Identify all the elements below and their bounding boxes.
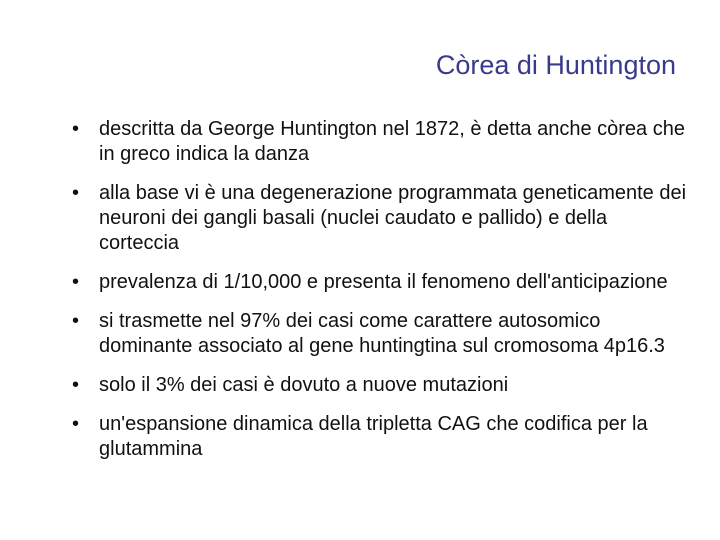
bullet-text: descritta da George Huntington nel 1872, è detta anche còrea che in greco indica la danza (99, 118, 685, 165)
bullet-item (72, 373, 692, 398)
bullet-text: prevalenza di 1/10,000 e presenta il fenomeno dell'anticipazione (99, 271, 668, 293)
bullet-text: solo il 3% dei casi è dovuto a nuove mutazioni (99, 374, 509, 396)
bullet-icon: • (72, 413, 80, 435)
bullet-text: un'espansione dinamica della tripletta CAG che codifica per la glutammina (99, 413, 648, 460)
bullet-icon: • (72, 271, 80, 293)
bullet-item (72, 181, 692, 256)
bullet-list (72, 117, 692, 476)
bullet-item (72, 117, 692, 167)
bullet-icon: • (72, 182, 80, 204)
bullet-item (72, 309, 692, 359)
bullet-icon: • (72, 374, 80, 396)
slide-title: Còrea di Huntington (435, 50, 676, 80)
bullet-text: alla base vi è una degenerazione programmata geneticamente dei neuroni dei gangli basali (nuclei caudato e pallido) e della corteccia (99, 182, 687, 254)
bullet-item (72, 270, 692, 295)
bullet-icon: • (72, 310, 80, 332)
bullet-item (72, 412, 692, 462)
bullet-text: si trasmette nel 97% dei casi come carattere autosomico dominante associato al gene huntingtina sul cromosoma 4p16.3 (99, 310, 665, 357)
bullet-icon: • (72, 118, 80, 140)
